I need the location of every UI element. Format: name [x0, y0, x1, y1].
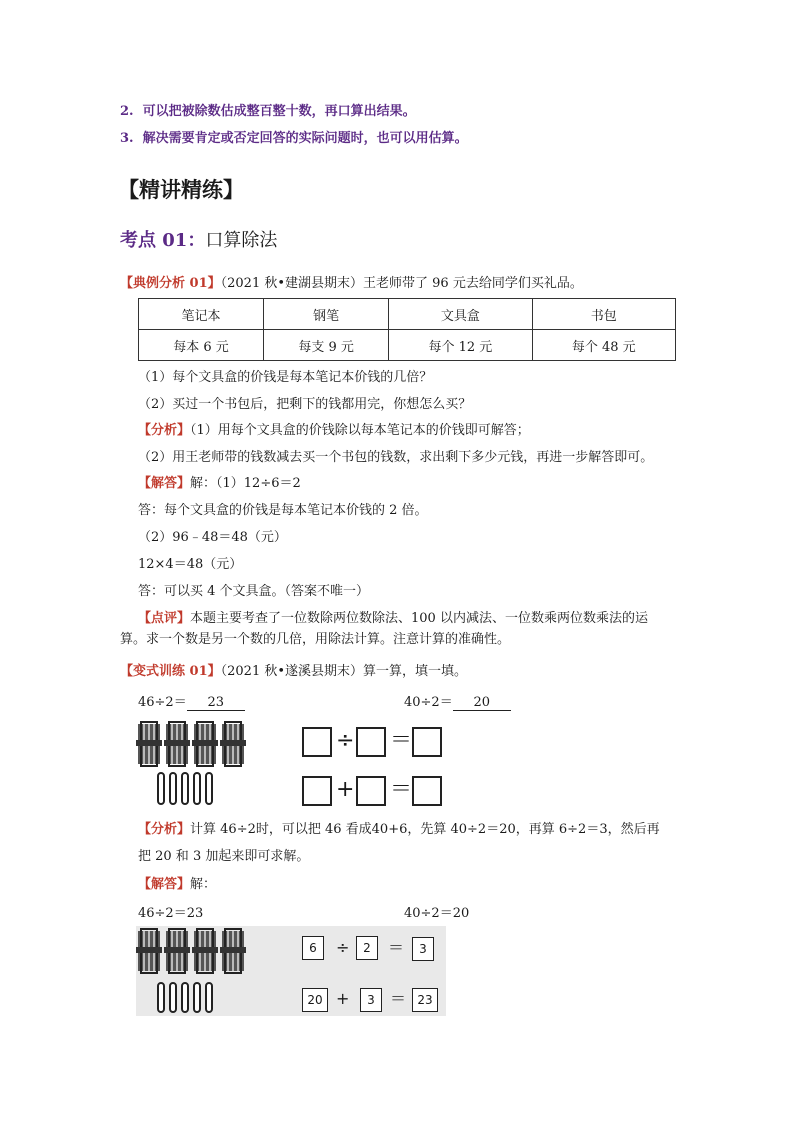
- stick-icon: [158, 773, 164, 804]
- variant-tag: 【变式训练 01】: [120, 664, 221, 679]
- answer-line-2b: 12×4＝48（元）: [138, 557, 243, 572]
- question-1: （1）每个文具盒的价钱是每本笔记本价钱的几倍？: [138, 370, 433, 385]
- divide-sign: ÷: [336, 938, 350, 957]
- variant-intro-text: （2021 秋•遂溪县期末）算一算，填一填。: [220, 664, 468, 679]
- variant-equation-2: [404, 691, 511, 711]
- variant-analysis-line-1: [138, 818, 660, 837]
- plus-sign: +: [336, 989, 350, 1008]
- table-header: 钢笔: [264, 299, 389, 330]
- equals-sign: ＝: [390, 728, 413, 753]
- analysis-text: 计算 46÷2时，可以把 46 看成40+6，先算 40÷2＝20，再算 6÷2＝3，然后再: [190, 822, 660, 837]
- example-tag: 【典例分析 01】: [120, 276, 221, 291]
- answer-equation-1: 46÷2＝23: [138, 906, 204, 921]
- comment-text: 本题主要考查了一位数除两位数除法、100 以内减法、一位数乘两位数乘法的运: [190, 611, 648, 626]
- comment-tag: 【点评】: [138, 611, 191, 626]
- blank-box[interactable]: [412, 727, 442, 757]
- answer-stick-bundles-illustration: [136, 928, 251, 974]
- blank-box[interactable]: [302, 727, 332, 757]
- answer-tag: 【解答】: [138, 877, 191, 892]
- stick-icon: [194, 773, 200, 804]
- price-table: [138, 298, 676, 361]
- comment-line-1: [138, 607, 648, 626]
- stick-icon: [206, 773, 212, 804]
- blank-box[interactable]: [356, 776, 386, 806]
- equals-sign: ＝: [388, 938, 405, 957]
- bundle-icon: [136, 722, 162, 766]
- tip-text: 解决需要肯定或否定回答的实际问题时，也可以用估算。: [142, 131, 468, 146]
- plus-sign: +: [336, 777, 355, 802]
- table-header: 笔记本: [139, 299, 264, 330]
- filled-box: 2: [356, 936, 378, 960]
- bundle-icon: [164, 722, 190, 766]
- table-row: [139, 299, 676, 330]
- tip-3: [120, 127, 468, 146]
- analysis-text: （1）用每个文具盒的价钱除以每本笔记本的价钱即可解答；: [190, 423, 530, 438]
- variant-equation-1: [138, 691, 245, 711]
- answer-line-1: [138, 472, 301, 491]
- answer-blank: 20: [453, 695, 511, 711]
- stick-icon: [182, 773, 188, 804]
- kaodian-label: 考点 01：: [120, 230, 206, 251]
- section-title: 【精讲精练】: [118, 178, 244, 202]
- analysis-tag: 【分析】: [138, 822, 191, 837]
- table-cell: 每本 6 元: [139, 330, 264, 361]
- divide-sign: ÷: [336, 728, 355, 753]
- filled-box: 3: [412, 937, 434, 961]
- tip-number: 3.: [120, 131, 134, 146]
- example-intro-text: （2021 秋•建湖县期末）王老师带了 96 元去给同学们买礼品。: [220, 276, 583, 291]
- answer-text: 解：: [190, 877, 217, 892]
- comment-line-2: 算。求一个数是另一个数的几倍，用除法计算。注意计算的准确性。: [120, 632, 511, 647]
- analysis-tag: 【分析】: [138, 423, 191, 438]
- bundle-icon: [192, 722, 218, 766]
- table-header: 书包: [532, 299, 675, 330]
- filled-box: 23: [412, 988, 438, 1012]
- bundle-icon: [220, 929, 246, 973]
- answer-tag: 【解答】: [138, 476, 191, 491]
- table-cell: 每个 48 元: [532, 330, 675, 361]
- bundle-icon: [136, 929, 162, 973]
- bundle-icon: [164, 929, 190, 973]
- stick-icon: [194, 983, 200, 1012]
- single-sticks-illustration: [156, 772, 216, 806]
- equals-sign: ＝: [390, 989, 407, 1008]
- answer-text: 解：（1）12÷6＝2: [190, 476, 301, 491]
- analysis-line-2: （2）用王老师带的钱数减去买一个书包的钱数，求出剩下多少元钱，再进一步解答即可。: [138, 450, 654, 465]
- stick-icon: [170, 983, 176, 1012]
- variant-answer-line: [138, 873, 216, 892]
- stick-icon: [158, 983, 164, 1012]
- table-row: [139, 330, 676, 361]
- equation-text: 40÷2＝: [404, 695, 453, 710]
- stick-icon: [170, 773, 176, 804]
- tip-text: 可以把被除数估成整百整十数，再口算出结果。: [142, 104, 416, 119]
- equation-text: 46÷2＝: [138, 695, 187, 710]
- kaodian-heading: [120, 226, 277, 252]
- blank-box[interactable]: [302, 776, 332, 806]
- blank-box[interactable]: [356, 727, 386, 757]
- equals-sign: ＝: [390, 777, 413, 802]
- bundle-icon: [220, 722, 246, 766]
- reply-1: 答：每个文具盒的价钱是每本笔记本价钱的 2 倍。: [138, 503, 428, 518]
- stick-bundles-illustration: [136, 720, 251, 768]
- stick-icon: [182, 983, 188, 1012]
- filled-box: 6: [302, 936, 324, 960]
- stick-icon: [206, 983, 212, 1012]
- example-intro: [120, 272, 583, 291]
- tip-number: 2.: [120, 104, 134, 119]
- tip-2: [120, 100, 416, 119]
- blank-box[interactable]: [412, 776, 442, 806]
- answer-equation-2: 40÷2＝20: [404, 906, 470, 921]
- analysis-line-1: [138, 419, 530, 438]
- reply-2: 答：可以买 4 个文具盒。（答案不唯一）: [138, 584, 370, 599]
- table-cell: 每个 12 元: [389, 330, 532, 361]
- table-cell: 每支 9 元: [264, 330, 389, 361]
- kaodian-title: 口算除法: [205, 230, 278, 251]
- table-header: 文具盒: [389, 299, 532, 330]
- question-2: （2）买过一个书包后，把剩下的钱都用完，你想怎么买？: [138, 397, 472, 412]
- answer-line-2a: （2）96﹣48＝48（元）: [138, 530, 287, 545]
- bundle-icon: [192, 929, 218, 973]
- filled-box: 3: [360, 988, 382, 1012]
- variant-analysis-line-2: 把 20 和 3 加起来即可求解。: [138, 849, 310, 864]
- variant-intro: [120, 660, 467, 679]
- filled-box: 20: [302, 988, 328, 1012]
- answer-blank: 23: [187, 695, 245, 711]
- answer-single-sticks-illustration: [156, 982, 216, 1014]
